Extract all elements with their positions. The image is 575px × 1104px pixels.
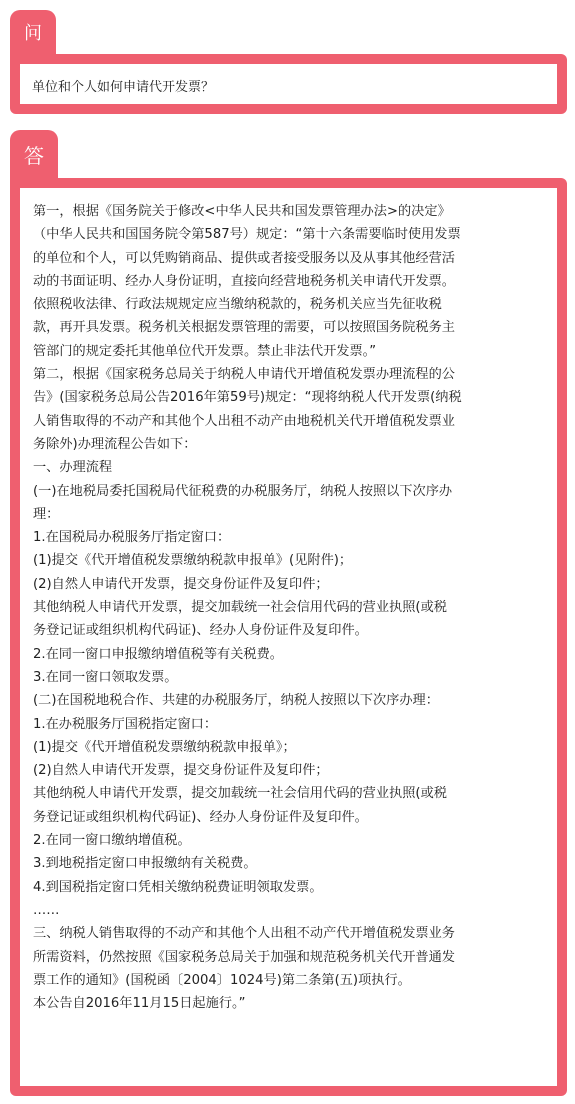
answer-line: 理： <box>33 506 60 522</box>
answer-line: 告》(国家税务总局公告2016年第59号)规定：“现将纳税人代开发票(纳税 <box>33 390 462 406</box>
answer-line: 3.在同一窗口领取发票。 <box>33 669 178 685</box>
answer-line: 其他纳税人申请代开发票，提交加载统一社会信用代码的营业执照(或税 <box>33 786 447 802</box>
question-tab: 问 <box>10 10 56 54</box>
answer-line: 依照税收法律、行政法规规定应当缴纳税款的，税务机关应当先征收税 <box>33 297 442 313</box>
answer-line: (1)提交《代开增值税发票缴纳税款申报单》(见附件)； <box>33 553 353 569</box>
answer-line: …… <box>33 902 60 918</box>
answer-line: 所需资料，仍然按照《国家税务总局关于加强和规范税务机关代开普通发 <box>33 949 455 965</box>
answer-line: （中华人民共和国国务院令第587号）规定：“第十六条需要临时使用发票 <box>33 227 461 243</box>
answer-line: 4.到国税指定窗口凭相关缴纳税费证明领取发票。 <box>33 879 323 895</box>
answer-line: 其他纳税人申请代开发票，提交加载统一社会信用代码的营业执照(或税 <box>33 600 447 616</box>
answer-line: 务登记证或组织机构代码证)、经办人身份证件及复印件。 <box>33 809 368 825</box>
answer-line: 第一，根据《国务院关于修改<中华人民共和国发票管理办法>的决定》 <box>33 204 451 219</box>
answer-line: 三、纳税人销售取得的不动产和其他个人出租不动产代开增值税发票业务 <box>33 926 455 942</box>
answer-line: 本公告自2016年11月15日起施行。” <box>33 996 246 1012</box>
answer-line: 务登记证或组织机构代码证)、经办人身份证件及复印件。 <box>33 623 368 639</box>
answer-line: 1.在国税局办税服务厅指定窗口： <box>33 530 231 546</box>
answer-line: 动的书面证明、经办人身份证明，直接向经营地税务机关申请代开发票。 <box>33 273 455 289</box>
answer-line: (二)在国税地税合作、共建的办税服务厅，纳税人按照以下次序办理： <box>33 693 439 709</box>
question-box <box>10 54 567 114</box>
answer-line: 款，再开具发票。税务机关根据发票管理的需要，可以按照国务院税务主 <box>33 320 455 336</box>
answer-line: 1.在办税服务厅国税指定窗口： <box>33 716 218 732</box>
answer-line: (2)自然人申请代开发票，提交身份证件及复印件； <box>33 576 329 592</box>
question-section <box>10 10 567 114</box>
answer-line: (2)自然人申请代开发票，提交身份证件及复印件； <box>33 763 329 779</box>
answer-line: 管部门的规定委托其他单位代开发票。禁止非法代开发票。” <box>33 343 377 359</box>
answer-tab: 答 <box>10 130 58 178</box>
answer-line: 人销售取得的不动产和其他个人出租不动产由地税机关代开增值税发票业 <box>33 413 455 429</box>
answer-line: 的单位和个人，可以凭购销商品、提供或者接受服务以及从事其他经营活 <box>33 250 455 266</box>
answer-box <box>10 178 567 1096</box>
answer-line: 2.在同一窗口缴纳增值税。 <box>33 833 191 849</box>
question-text: 单位和个人如何申请代开发票？ <box>20 64 557 104</box>
answer-line: (1)提交《代开增值税发票缴纳税款申报单》； <box>33 739 296 755</box>
answer-line: 第二，根据《国家税务总局关于纳税人申请代开增值税发票办理流程的公 <box>33 367 455 383</box>
answer-section <box>10 130 567 1096</box>
answer-line: 务除外)办理流程公告如下： <box>33 436 197 452</box>
answer-body <box>20 188 557 1086</box>
answer-line: 一、办理流程 <box>33 460 113 476</box>
answer-line: 票工作的通知》(国税函〔2004〕1024号)第二条第(五)项执行。 <box>33 972 411 988</box>
answer-line: 3.到地税指定窗口申报缴纳有关税费。 <box>33 856 257 872</box>
answer-line: 2.在同一窗口申报缴纳增值税等有关税费。 <box>33 646 283 662</box>
answer-line: (一)在地税局委托国税局代征税费的办税服务厅，纳税人按照以下次序办 <box>33 483 453 499</box>
